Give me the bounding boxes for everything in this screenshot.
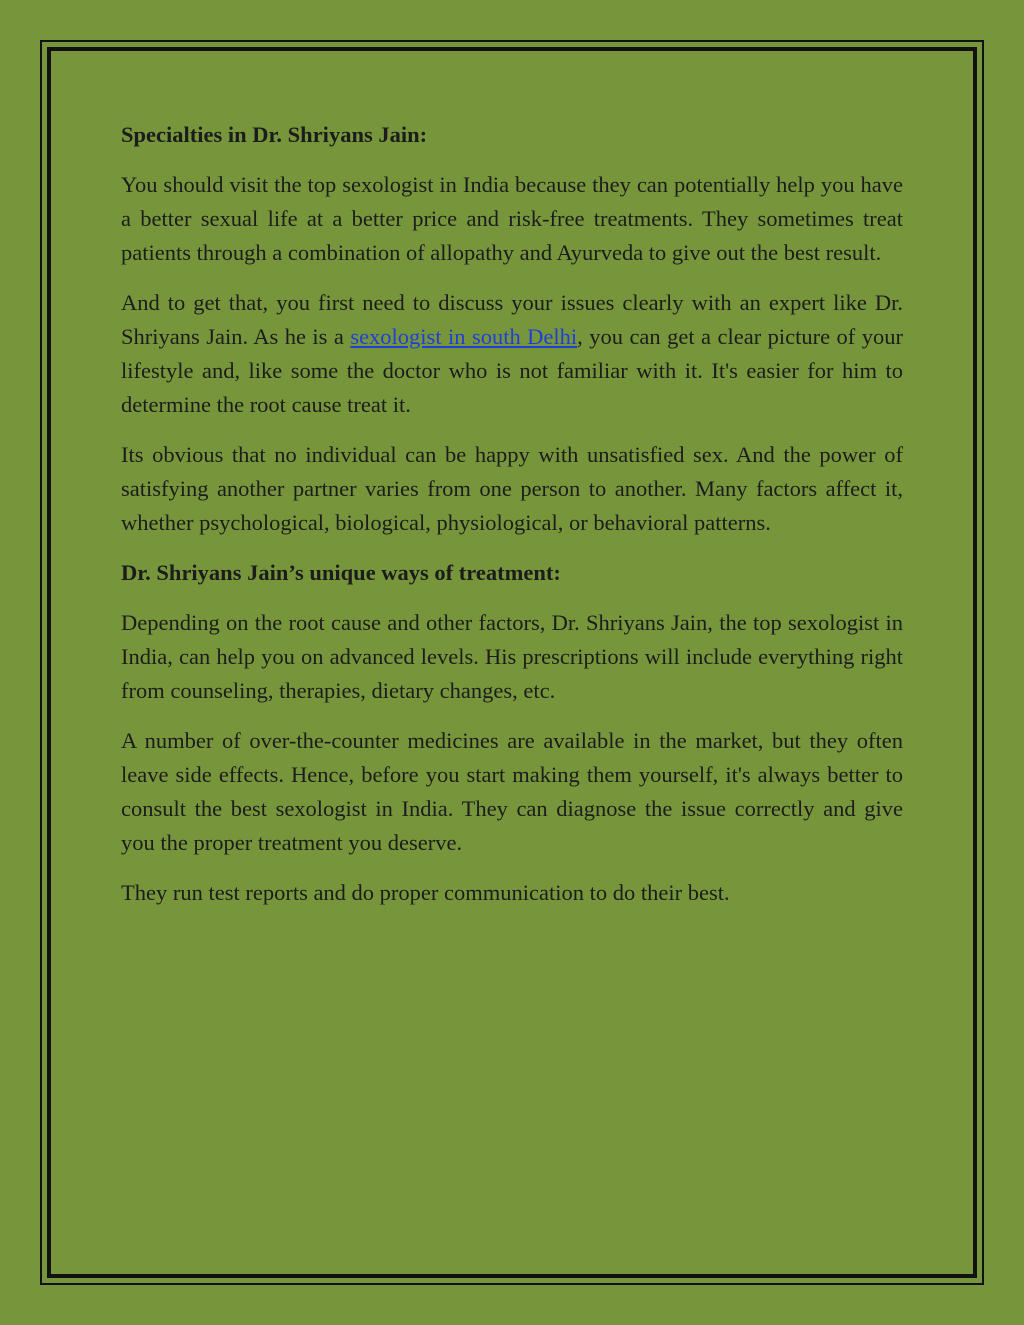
- paragraph-unsatisfied: Its obvious that no individual can be happy with unsatisfied sex. And the power of satisfying another partner varies from one person to another. Many factors affect it, whether psychological, biological, physiological, or behavioral patterns.: [121, 442, 903, 535]
- document-body: [121, 118, 903, 926]
- paragraph-root-cause: Depending on the root cause and other factors, Dr. Shriyans Jain, the top sexologist in India, can help you on advanced levels. His prescriptions will include everything right from counseling, therapies, dietary changes, etc.: [121, 610, 903, 703]
- heading-treatment: Dr. Shriyans Jain’s unique ways of treatment:: [121, 560, 561, 585]
- paragraph-discuss-issues: [121, 286, 903, 422]
- paragraph-otc-medicines: A number of over-the-counter medicines are available in the market, but they often leave side effects. Hence, before you start making them yourself, it's always better to consult the best sexologist in India. They can diagnose the issue correctly and give you the proper treatment you deserve.: [121, 728, 903, 855]
- paragraph-test-reports: They run test reports and do proper communication to do their best.: [121, 880, 730, 905]
- heading-specialties: Specialties in Dr. Shriyans Jain:: [121, 122, 428, 147]
- sexologist-south-delhi-link[interactable]: sexologist in south Delhi: [350, 324, 578, 349]
- paragraph-text-after-link: , you can get a clear picture of your lifestyle and, like some the doctor who is not familiar with it. It's easier for him to determine the root cause treat it.: [121, 324, 903, 417]
- paragraph-top-sexologist: You should visit the top sexologist in India because they can potentially help you have a better sexual life at a better price and risk-free treatments. They sometimes treat patients through a combination of allopathy and Ayurveda to give out the best result.: [121, 172, 903, 265]
- paragraph-text-before-link: And to get that, you first need to discuss your issues clearly with an expert like Dr. Shriyans Jain. As he is a: [121, 290, 903, 349]
